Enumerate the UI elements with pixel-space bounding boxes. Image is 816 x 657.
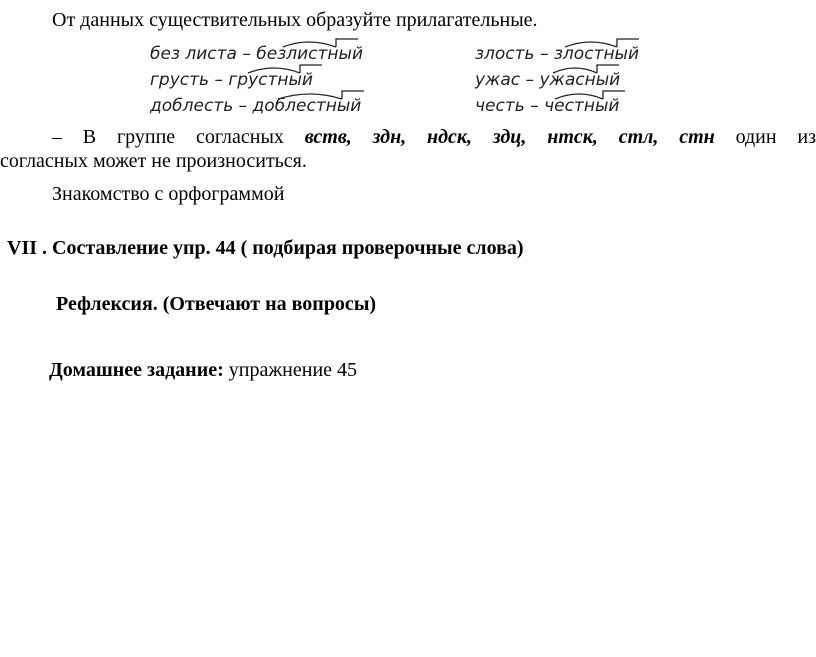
example-left-2: грусть – грустный (150, 69, 313, 91)
example-right-3: честь – честный (475, 95, 619, 117)
rule-second-line: согласных может не произноситься. (0, 150, 307, 172)
example-right-1: злость – злостный (475, 43, 639, 65)
consonant-rule (0, 125, 816, 173)
intro-instruction: От данных существительных образуйте прилагательные. (52, 9, 538, 31)
homework-value: упражнение 45 (228, 359, 358, 381)
acquaintance-heading: Знакомство с орфограммой (52, 183, 285, 205)
example-right-2: ужас – ужасный (475, 69, 620, 91)
rule-first-line: – В группе согласных вств, здн, ндск, здц, нтск, стл, стн один из (52, 126, 816, 148)
consonant-clusters: вств, здн, ндск, здц, нтск, стл, стн (304, 126, 715, 148)
example-left-1: без листа – безлистный (150, 43, 363, 65)
homework-label: Домашнее задание: (49, 359, 224, 381)
example-left-3: доблесть – доблестный (150, 95, 361, 117)
word-formation-examples (150, 40, 680, 120)
reflection-heading: Рефлексия. (Отвечают на вопросы) (56, 293, 377, 315)
section-vii-heading: VII . Составление упр. 44 ( подбирая проверочные слова) (7, 237, 524, 259)
homework-line (49, 358, 357, 382)
